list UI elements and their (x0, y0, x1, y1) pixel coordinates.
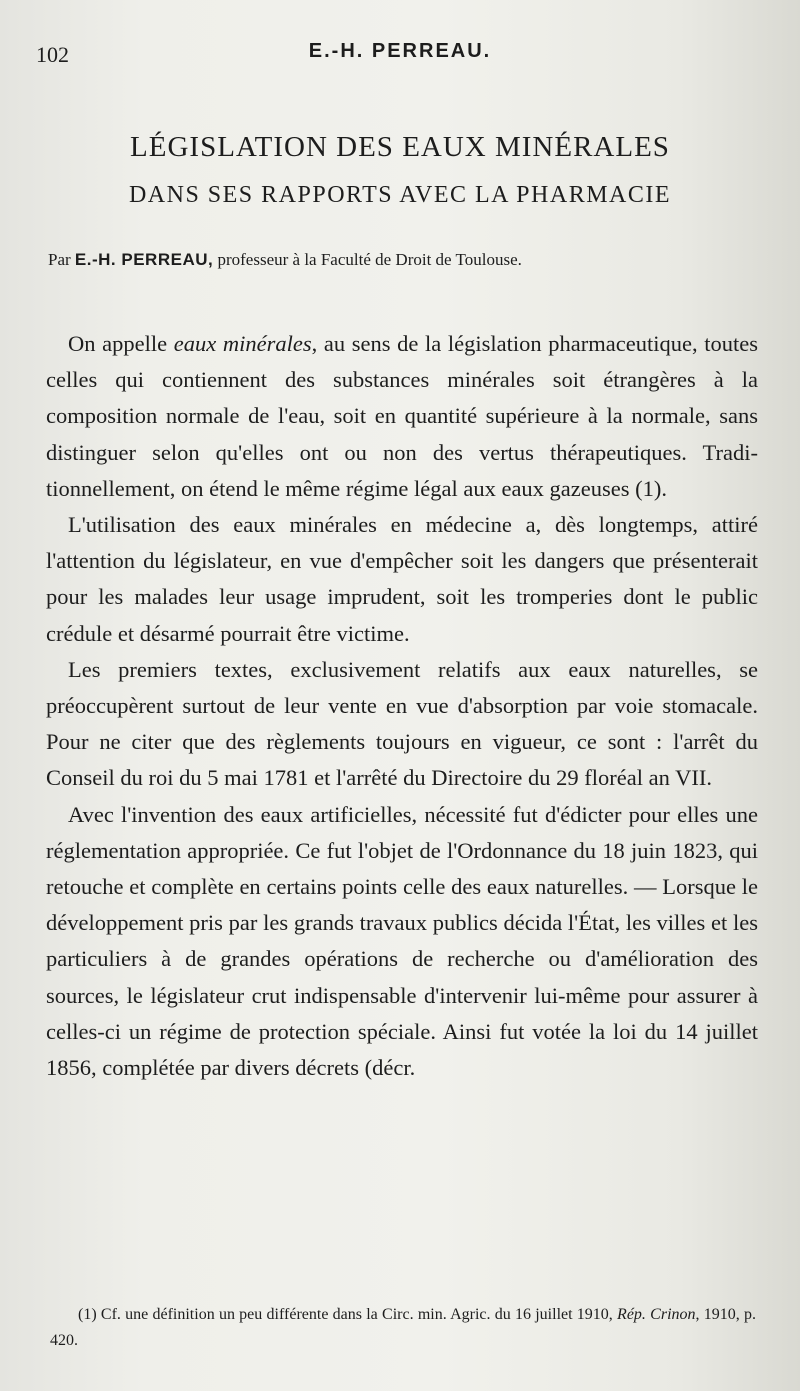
paragraph: L'utilisation des eaux minérales en médecine a, dès longtemps, attiré l'attention du législateur, en vue d'empêcher soit les dangers que présenterait pour les malades leur usage imprudent, soit les tromperies dont le public crédule et désarmé pourrait être victime. (46, 512, 758, 646)
title-line-2: DANS SES RAPPORTS AVEC LA PHARMACIE (128, 182, 672, 208)
page-number: 102 (36, 42, 69, 67)
page-header (36, 40, 764, 76)
footnote-italic: Rép. Crinon (617, 1306, 696, 1323)
article-body (46, 326, 758, 1086)
author-affiliation: professeur à la Faculté de Droit de Toulouse. (217, 250, 522, 269)
paragraph: On appelle eaux minérales, au sens de la législation pharmaceutique, toutes celles qui contiennent des substances minérales soit étrangères à la composition normale de l'eau, soit en quantité supérieure à la normale, sans distinguer selon qu'elles ont ou non des vertus thérapeutiques. Traditionnellement, on étend le même régime légal aux eaux gazeuses (1). (46, 331, 758, 501)
title-line-1: LÉGISLATION DES EAUX MINÉRALES (130, 131, 670, 163)
footnote-text: (1) Cf. une définition un peu différente dans la Circ. min. Agric. du 16 juillet 1910, Rép. Crinon, 1910, p. 420. (50, 1306, 757, 1349)
author-name: E.-H. PERREAU, (74, 250, 214, 269)
italic-term: eaux minérales (173, 331, 312, 356)
article-title (40, 124, 760, 220)
footnote (50, 1302, 756, 1354)
byline (48, 250, 752, 270)
running-head: E.-H. PERREAU. (308, 40, 492, 62)
byline-prefix: Par (48, 250, 71, 269)
paragraph: Les premiers textes, exclusivement relatifs aux eaux naturelles, se préoccupèrent surtout de leur vente en vue d'absorption par voie stomacale. Pour ne citer que des règlements toujours en vigueur, ce sont : l'arrêt du Conseil du roi du 5 mai 1781 et l'arrêté du Directoire du 29 floréal an VII. (46, 656, 758, 791)
paragraph: Avec l'invention des eaux artificielles, nécessité fut d'édicter pour elles une réglementation appropriée. Ce fut l'objet de l'Ordonnance du 18 juin 1823, qui retouche et complète en certains points celle des eaux naturelles. — Lorsque le développement pris par les grands travaux publics décida l'État, les villes et les particuliers à de grandes opérations de recherche ou d'amélioration des sources, le législateur crut indispensable d'intervenir lui-même pour assurer à celles-ci un régime de protection spéciale. Ainsi fut votée la loi du 14 juillet 1856, complétée par divers décrets (décr. (46, 801, 758, 1081)
